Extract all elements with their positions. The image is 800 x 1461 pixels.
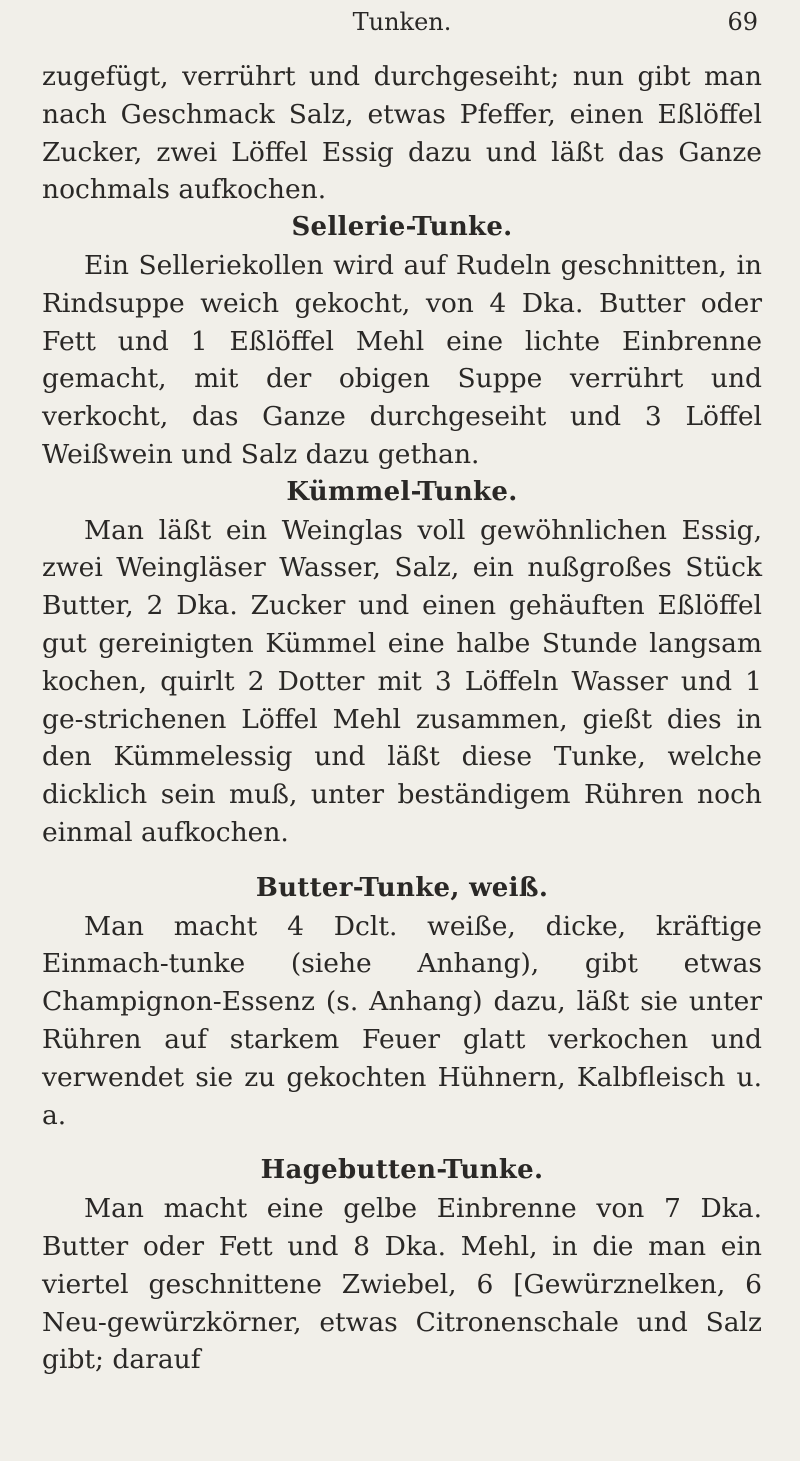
running-title: Tunken. bbox=[352, 8, 452, 36]
section-heading-hagebutten: Hagebutten-Tunke. bbox=[260, 1155, 544, 1186]
section-heading-butter: Butter-Tunke, weiß. bbox=[255, 872, 549, 903]
section-heading-kuemmel: Kümmel-Tunke. bbox=[286, 476, 518, 507]
paragraph-hagebutten: Man macht eine gelbe Einbrenne von 7 Dka. Butter oder Fett und 8 Dka. Mehl, in die man ein viertel geschnittene Zwiebel, 6 [Gewürznelken, 6 Neu-gewürzkörner, etwas Citronenschale und Salz gibt; darauf bbox=[42, 1193, 762, 1376]
running-head bbox=[42, 4, 762, 44]
paragraph-sellerie: Ein Selleriekollen wird auf Rudeln geschnitten, in Rindsuppe weich gekocht, von 4 Dka. Butter oder Fett und 1 Eßlöffel Mehl eine lichte Einbrenne gemacht, mit der obigen Suppe verrührt und verkocht, das Ganze durchgeseiht und 3 Löffel Weißwein und Salz dazu gethan. bbox=[42, 249, 762, 470]
body-text bbox=[42, 58, 762, 1379]
page-number: 69 bbox=[727, 8, 758, 36]
paragraph-continuation: zugefügt, verrührt und durchgeseiht; nun gibt man nach Geschmack Salz, etwas Pfeffer, einen Eßlöffel Zucker, zwei Löffel Essig dazu und läßt das Ganze nochmals aufkochen. bbox=[42, 61, 762, 206]
section-heading-sellerie: Sellerie-Tunke. bbox=[291, 212, 513, 243]
paragraph-kuemmel: Man läßt ein Weinglas voll gewöhnlichen Essig, zwei Weingläser Wasser, Salz, ein nußgroßes Stück Butter, 2 Dka. Zucker und einen gehäuften Eßlöffel gut gereinigten Kümmel eine halbe Stunde langsam kochen, quirlt 2 Dotter mit 3 Löffeln Wasser und 1 ge-strichenen Löffel Mehl zusammen, gießt dies in den Kümmelessig und läßt diese Tunke, welche dicklich sein muß, unter beständigem Rühren noch einmal aufkochen. bbox=[42, 514, 762, 848]
paragraph-butter: Man macht 4 Dclt. weiße, dicke, kräftige Einmach-tunke (siehe Anhang), gibt etwas Champignon-Essenz (s. Anhang) dazu, läßt sie unter Rühren auf starkem Feuer glatt verkochen und verwendet sie zu gekochten Hühnern, Kalbfleisch u. a. bbox=[42, 910, 762, 1131]
